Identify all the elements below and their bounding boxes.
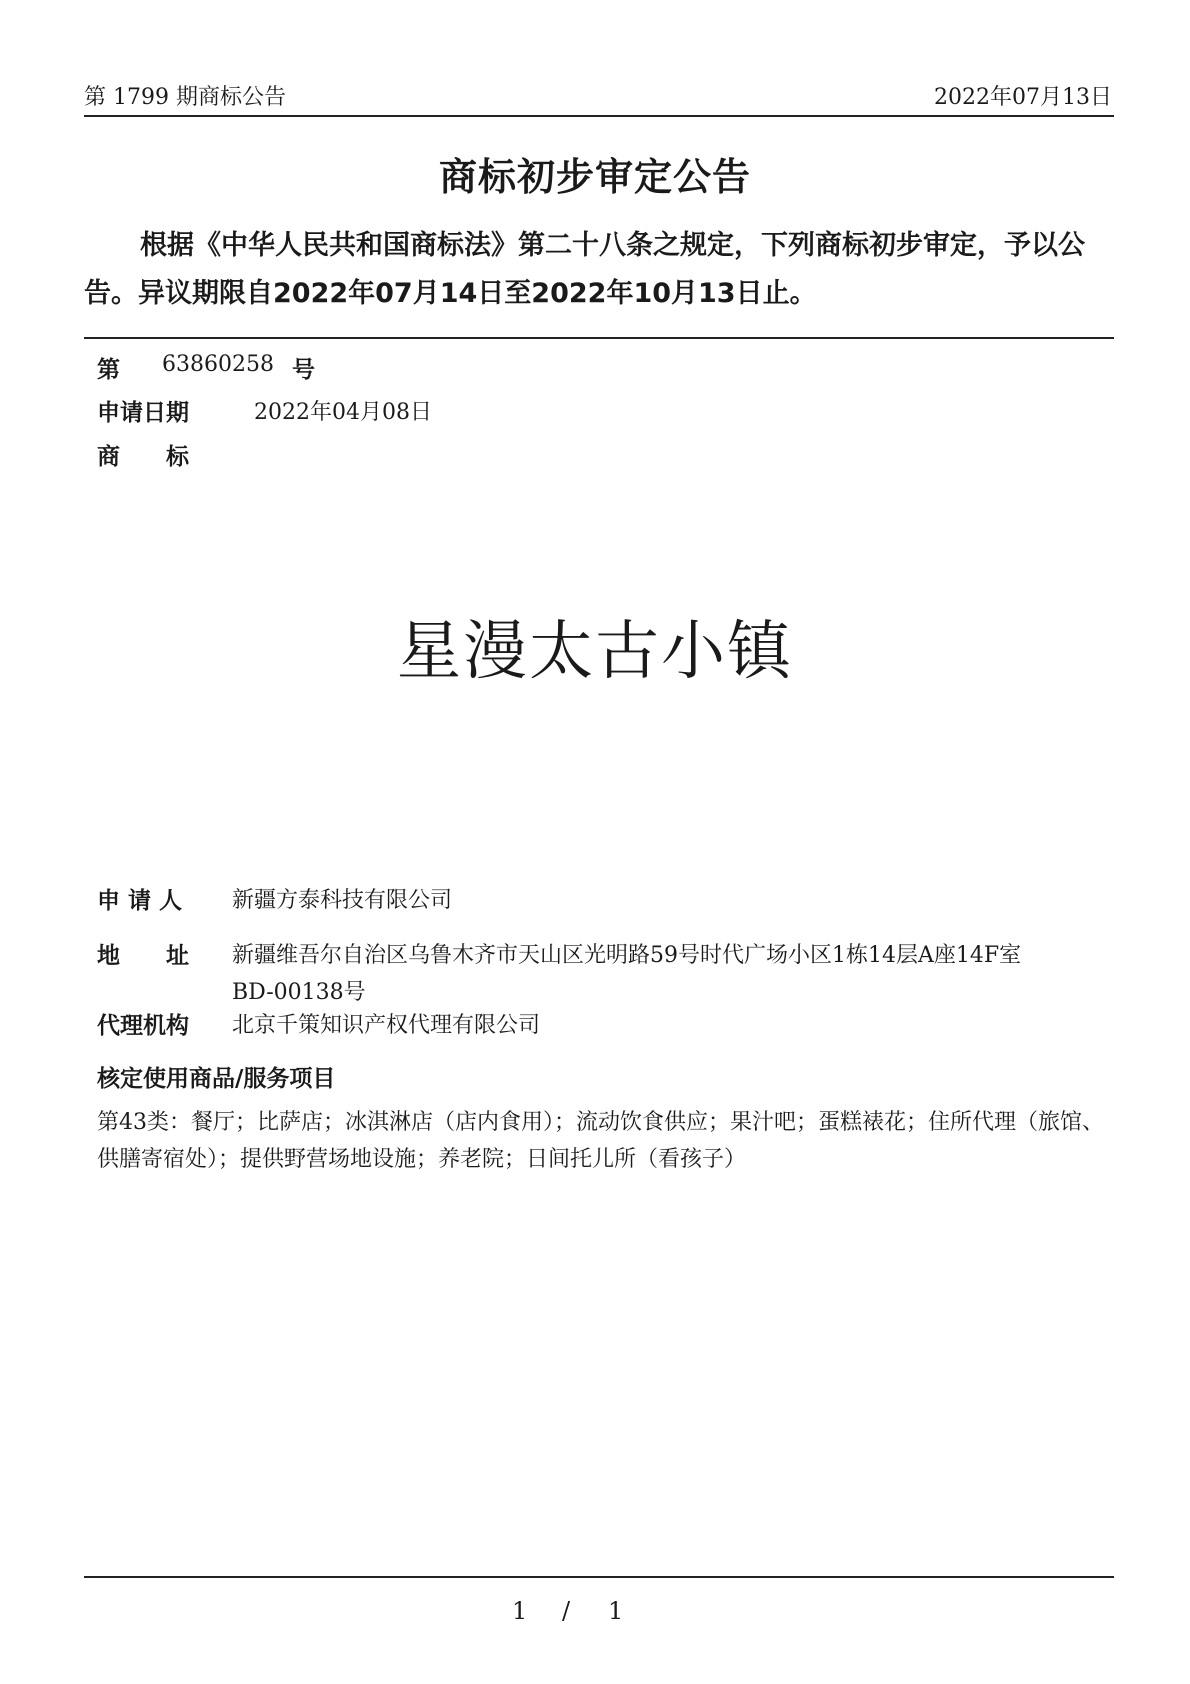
agent-label: 代理机构 xyxy=(97,1013,189,1039)
announcement-intro: 根据《中华人民共和国商标法》第二十八条之规定，下列商标初步审定，予以公告。异议期限自2022年07月14日至2022年10月13日止。 xyxy=(84,230,1085,309)
application-date: 2022年04月08日 xyxy=(254,400,432,425)
agent-name: 北京千策知识产权代理有限公司 xyxy=(232,1013,541,1038)
address-line-1: 新疆维吾尔自治区乌鲁木齐市天山区光明路59号时代广场小区1栋14层A座14F室 xyxy=(232,943,1022,968)
page-total: 1 xyxy=(608,1597,624,1625)
trademark-label: 商 标 xyxy=(97,444,189,470)
page-title: 商标初步审定公告 xyxy=(438,155,751,199)
number-label-pre: 第 xyxy=(97,357,120,383)
number-label-post: 号 xyxy=(292,357,315,383)
trademark-image-text: 星漫太古小镇 xyxy=(397,615,793,689)
page-number: 1 xyxy=(512,1597,528,1625)
address-line-2: BD-00138号 xyxy=(232,980,366,1005)
header-divider xyxy=(84,115,1114,117)
goods-services-label: 核定使用商品/服务项目 xyxy=(97,1066,336,1092)
intro-divider xyxy=(84,337,1114,339)
address-label: 地 址 xyxy=(97,943,189,969)
application-date-label: 申请日期 xyxy=(97,400,189,426)
goods-services-list: 第43类：餐厅；比萨店；冰淇淋店（店内食用）；流动饮食供应；果汁吧；蛋糕裱花；住所代理（旅馆、供膳寄宿处）；提供野营场地设施；养老院；日间托儿所（看孩子） xyxy=(97,1110,1104,1172)
page-separator: / xyxy=(562,1597,571,1625)
applicant-name: 新疆方泰科技有限公司 xyxy=(232,888,453,913)
footer-divider xyxy=(84,1576,1114,1578)
applicant-label: 申 请 人 xyxy=(97,888,183,914)
issue-number: 第 1799 期商标公告 xyxy=(84,85,286,110)
registration-number: 63860258 xyxy=(162,352,274,377)
issue-date: 2022年07月13日 xyxy=(934,85,1112,110)
